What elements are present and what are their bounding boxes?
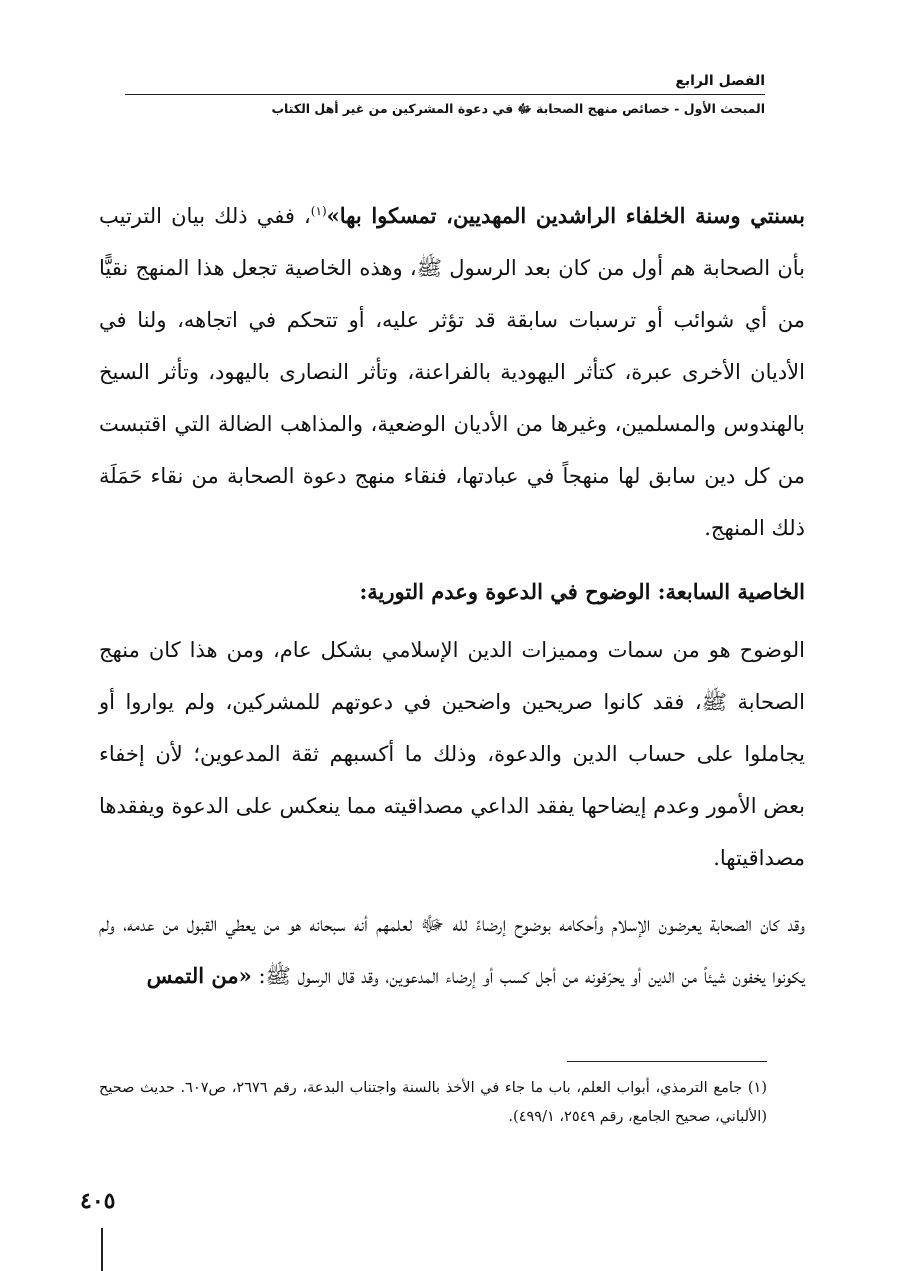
section-title: المبحث الأول - خصائص منهج الصحابة ﷻ في دعوة المشركين من غير أهل الكتاب: [271, 101, 765, 116]
paragraph-gap: [99, 884, 805, 898]
hadith-quote-start: «من التمس: [146, 963, 252, 988]
hadith-quote-end: بسنتي وسنة الخلفاء الراشدين المهديين، تمسكوا بها»: [326, 203, 805, 228]
page-number: ٤٠٥: [80, 1188, 116, 1214]
main-text: [99, 190, 805, 1002]
header-rule: [125, 94, 765, 95]
footnote: (١) جامع الترمذي، أبواب العلم، باب ما جاء في الأخذ بالسنة واجتناب البدعة، رقم ٢٦٧٦، ص٦٠٧. حديث صحيح (الألباني، صحيح الجامع، رقم ٢٥٤٩، ٤٩٩/١).: [99, 1080, 767, 1125]
margin-line: [101, 1228, 103, 1271]
running-header: [125, 70, 765, 119]
paragraph-2: الوضوح هو من سمات ومميزات الدين الإسلامي بشكل عام، ومن هذا كان منهج الصحابة ﷺ، فقد كانوا صريحين واضحين في دعوتهم للمشركين، ولم يواروا أو يجاملوا على حساب الدين والدعوة، وذلك ما أكسبهم ثقة المدعوين؛ لأن إخفاء بعض الأمور وعدم إيضاحها يفقد الداعي مصداقيته مما ينعكس على الدعوة ويفقدها مصداقيتها.: [99, 638, 805, 870]
subheading: الخاصية السابعة: الوضوح في الدعوة وعدم التورية:: [359, 579, 805, 604]
paragraph-3: [99, 898, 805, 1002]
paragraph-1: [99, 190, 805, 554]
paragraph-1-text: ، ففي ذلك بيان الترتيب بأن الصحابة هم أول من كان بعد الرسول ﷺ، وهذه الخاصية تجعل هذا المنهج نقيًّا من أي شوائب أو ترسبات سابقة قد تؤثر عليه، أو تتحكم في اتجاهه، ولنا في الأديان الأخرى عبرة، كتأثر اليهودية بالفراعنة، وتأثر النصارى باليهود، وتأثر السيخ بالهندوس والمسلمين، وغيرها من الأديان الوضعية، والمذاهب الضالة التي اقتبست من كل دين سابق لها منهجاً في عبادتها، فنقاء منهج دعوة الصحابة من نقاء حَمَلَة ذلك المنهج.: [99, 204, 805, 540]
chapter-title: الفصل الرابع: [675, 73, 765, 89]
footnote-reference: (١): [310, 204, 327, 218]
paragraph-3-text: وقد كان الصحابة يعرضون الإسلام وأحكامه بوضوح إرضاءً لله ﷻ لعلمهم أنه سبحانه هو من يعطي القبول من عدمه، ولم يكونوا يخفون شيئاً من الدين أو يحرّفونه من أجل كسب أو إرضاء المدعوين، وقد قال الرسول ﷺ:: [99, 912, 805, 988]
footnote-rule: [567, 1061, 767, 1062]
